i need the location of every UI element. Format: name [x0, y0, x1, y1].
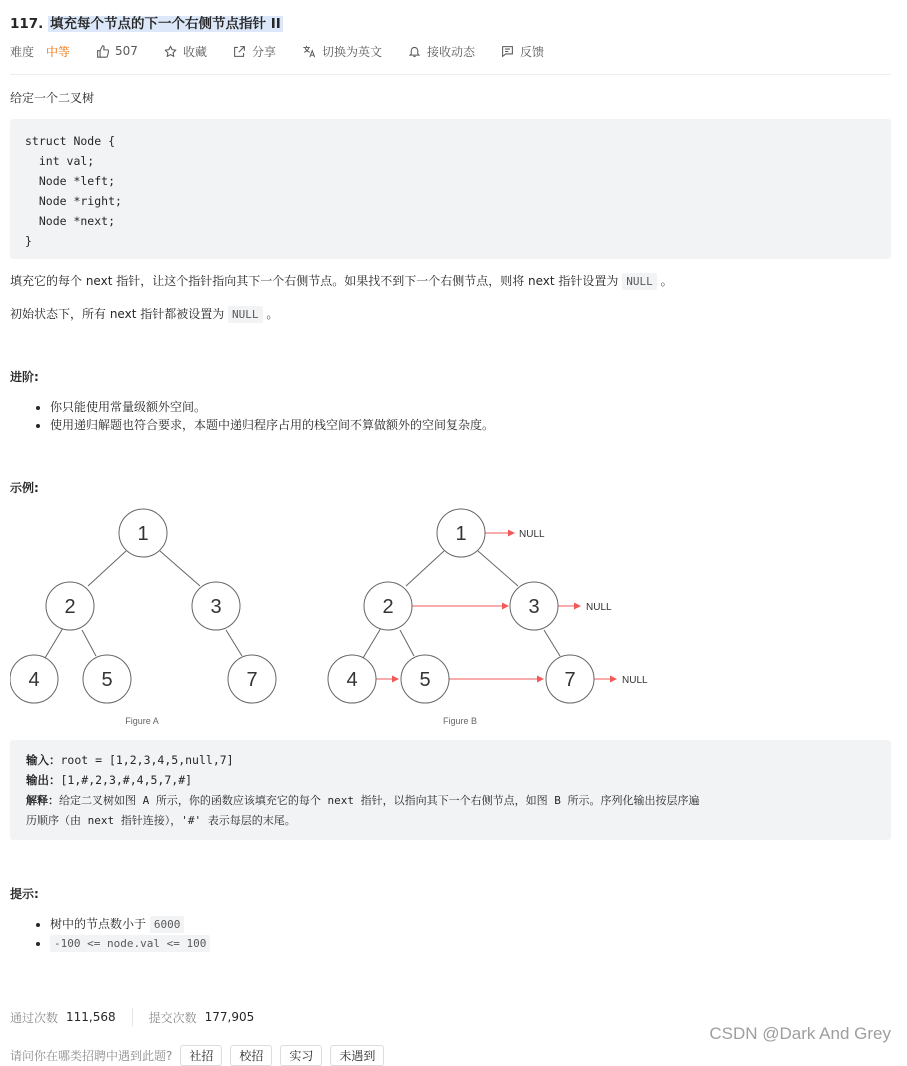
- input-value: root = [1,2,3,4,5,null,7]: [60, 753, 234, 767]
- notify-button[interactable]: [408, 43, 475, 60]
- inline-code: -100 <= node.val <= 100: [50, 935, 210, 952]
- example-explain-continued: 历顺序（由 next 指针连接），'#' 表示每层的末尾。: [26, 814, 296, 827]
- watermark: CSDN @Dark And Grey: [709, 1024, 891, 1043]
- hint-text: 树中的节点数小于: [50, 917, 147, 931]
- node-label: 3: [528, 596, 540, 618]
- paragraph-2-end: 。: [266, 307, 279, 321]
- like-count: 507: [115, 44, 138, 58]
- explain-line-1: 给定二叉树如图 A 所示，你的函数应该填充它的每个 next 指针，以指向其下一个右侧节点，如图 B 所示。序列化输出按层序遍: [59, 794, 700, 807]
- problem-meta-bar: [10, 40, 570, 62]
- output-value: [1,#,2,3,#,4,5,7,#]: [60, 773, 193, 787]
- divider: [10, 74, 891, 75]
- list-item: [50, 915, 210, 934]
- node-label: 3: [210, 596, 222, 618]
- notify-label: 接收动态: [426, 44, 475, 59]
- tag-internship[interactable]: 实习: [280, 1045, 322, 1066]
- submitted-label: 提交次数: [148, 1010, 197, 1025]
- tag-not-encountered[interactable]: 未遇到: [330, 1045, 384, 1066]
- paragraph-1-text: 填充它的每个 next 指针，让这个指针指向其下一个右侧节点。如果找不到下一个右侧节点，则将 next 指针设置为: [10, 274, 619, 288]
- switch-language-button[interactable]: [302, 43, 382, 60]
- node-label: 1: [137, 523, 149, 545]
- survey-question: 请问你在哪类招聘中遇到此题?: [10, 1048, 173, 1063]
- favorite-label: 收藏: [182, 44, 207, 59]
- description-paragraph-2: [10, 305, 278, 322]
- problem-number: 117.: [10, 16, 44, 32]
- submission-stats: [10, 1007, 254, 1027]
- null-label: NULL: [519, 529, 545, 540]
- node-label: 1: [455, 523, 467, 545]
- output-label: 输出：: [26, 773, 61, 787]
- example-input: [26, 752, 234, 768]
- node-label: 4: [346, 669, 358, 691]
- interview-survey: [10, 1044, 384, 1066]
- hints-list: [32, 915, 210, 953]
- node-label: 2: [382, 596, 394, 618]
- description-paragraph-1: [10, 272, 673, 289]
- hints-heading: 提示:: [10, 887, 39, 901]
- input-label: 输入：: [26, 753, 61, 767]
- paragraph-1-end: 。: [660, 274, 673, 288]
- inline-code-null: NULL: [228, 306, 263, 323]
- description-intro: 给定一个二叉树: [10, 91, 95, 105]
- share-label: 分享: [251, 44, 276, 59]
- feedback-button[interactable]: [501, 43, 544, 60]
- tag-campus-recruit[interactable]: 校招: [230, 1045, 272, 1066]
- feedback-label: 反馈: [520, 44, 545, 59]
- accepted-count: 111,568: [66, 1010, 116, 1024]
- node-label: 5: [419, 669, 431, 691]
- problem-title: [10, 12, 283, 36]
- node-label: 7: [246, 669, 258, 691]
- feedback-icon: [501, 45, 514, 58]
- node-label: 2: [64, 596, 76, 618]
- share-button[interactable]: [233, 43, 276, 60]
- null-label: NULL: [622, 675, 648, 686]
- explain-label: 解释：: [26, 794, 59, 807]
- tag-social-recruit[interactable]: 社招: [180, 1045, 222, 1066]
- bell-icon: [408, 45, 421, 58]
- figure-b-caption: Figure B: [442, 716, 478, 726]
- problem-title-text: 填充每个节点的下一个右侧节点指针 II: [50, 16, 281, 32]
- figure-a-caption: Figure A: [125, 716, 159, 726]
- code-block: [10, 119, 891, 259]
- node-label: 5: [101, 669, 113, 691]
- null-label: NULL: [586, 602, 612, 613]
- code-text: struct Node { int val; Node *left; Node *right; Node *next; }: [25, 134, 122, 248]
- difficulty-label: 难度: [10, 44, 35, 59]
- node-label: 7: [564, 669, 576, 691]
- favorite-button[interactable]: [164, 43, 207, 60]
- accepted-label: 通过次数: [10, 1010, 59, 1025]
- share-icon: [233, 45, 246, 58]
- thumbs-up-icon: [96, 45, 109, 58]
- inline-code: 6000: [150, 916, 185, 933]
- stats-divider: [132, 1008, 133, 1026]
- advanced-list: [32, 398, 494, 434]
- example-output: [26, 772, 192, 788]
- switch-language-label: 切换为英文: [321, 44, 382, 59]
- node-label: 4: [28, 669, 40, 691]
- example-explain: [26, 792, 699, 808]
- advanced-heading: 进阶:: [10, 370, 39, 384]
- list-item: • 使用递归解题也符合要求，本题中递归程序占用的栈空间不算做额外的空间复杂度。: [50, 416, 494, 434]
- example-heading: 示例:: [10, 481, 39, 495]
- list-item: • 你只能使用常量级额外空间。: [50, 398, 494, 416]
- difficulty-badge: 中等: [46, 44, 71, 59]
- list-item: [50, 934, 210, 953]
- star-icon: [164, 45, 177, 58]
- translate-icon: [302, 45, 316, 58]
- paragraph-2-text: 初始状态下，所有 next 指针都被设置为: [10, 307, 225, 321]
- like-button[interactable]: [96, 44, 138, 58]
- submitted-count: 177,905: [204, 1010, 255, 1024]
- example-block: [10, 740, 891, 840]
- inline-code-null: NULL: [622, 273, 657, 290]
- example-figure: [10, 508, 670, 730]
